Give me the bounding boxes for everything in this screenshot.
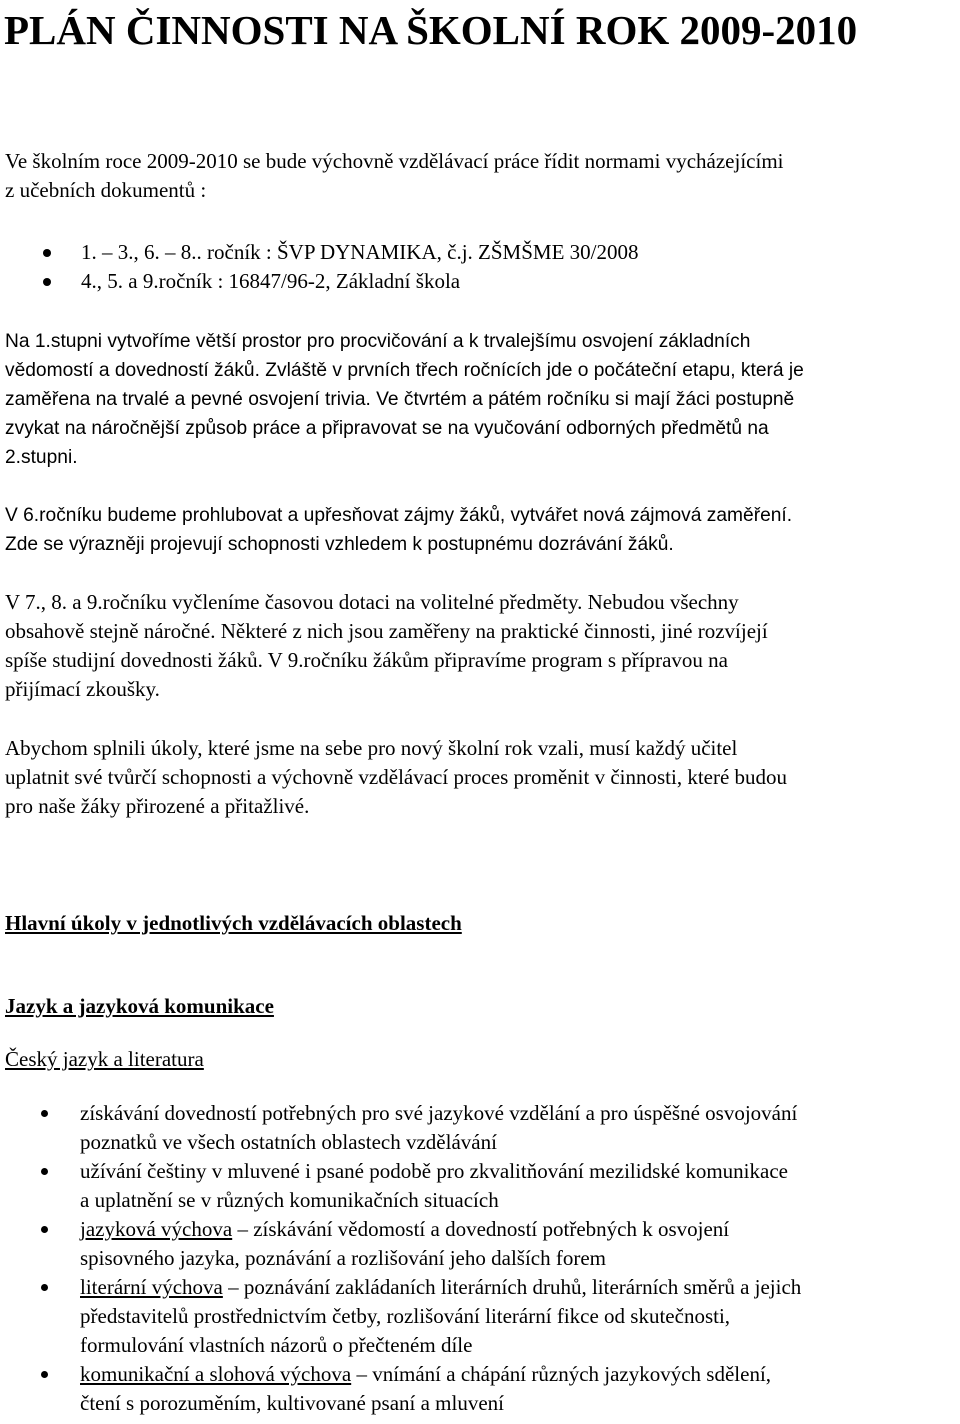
tasks-list — [5, 1099, 950, 1418]
paragraph-line: pro naše žáky přirozené a přitažlivé. — [5, 794, 310, 818]
bullet-icon — [43, 249, 51, 257]
paragraph-line: obsahově stejně náročné. Některé z nich jsou zaměřeny na praktické činnosti, jiné rozvíjejí — [5, 619, 768, 643]
bullet-icon — [41, 1371, 48, 1378]
program-text: 1. – 3., 6. – 8.. ročník : ŠVP DYNAMIKA, č.j. ZŠMŠME 30/2008 — [81, 240, 639, 264]
section-heading: Hlavní úkoly v jednotlivých vzdělávacích oblastech — [5, 911, 462, 935]
task-item — [5, 1157, 950, 1215]
paragraph-line: spíše studijní dovednosti žáků. V 9.ročníku žákům připravíme program s přípravou na — [5, 648, 729, 672]
paragraph-upper-grades — [5, 588, 950, 704]
bullet-icon — [41, 1110, 48, 1117]
paragraph-sixth-grade — [5, 501, 950, 559]
intro-line: z učebních dokumentů : — [5, 178, 207, 202]
paragraph-line: přijímací zkoušky. — [5, 677, 160, 701]
task-line: spisovného jazyka, poznávání a rozlišování jeho dalších forem — [80, 1246, 607, 1270]
task-lead: jazyková výchova — [80, 1217, 233, 1241]
paragraph-line: uplatnit své tvůrčí schopnosti a výchovně vzdělávací proces proměnit v činnosti, které budou — [5, 765, 788, 789]
paragraph-tasks — [5, 734, 950, 821]
paragraph-line: Na 1.stupni vytvoříme větší prostor pro procvičování a k trvalejšímu osvojení základních — [5, 331, 751, 352]
task-text: užívání češtiny v mluvené i psané podobě pro zkvalitňování mezilidské komunikace — [80, 1159, 788, 1183]
program-item — [5, 238, 950, 267]
bullet-icon — [41, 1226, 48, 1233]
task-line: čtení s porozuměním, kultivované psaní a mluvení — [80, 1391, 504, 1415]
task-text: – poznávání zakládaních literárních druhů, literárních směrů a jejich — [222, 1275, 802, 1299]
program-item — [5, 267, 950, 296]
bullet-icon — [43, 278, 51, 286]
task-text: získávání dovedností potřebných pro své jazykové vzdělání a pro úspěšné osvojování — [80, 1101, 798, 1125]
task-line: a uplatnění se v různých komunikačních situacích — [80, 1188, 499, 1212]
task-item — [5, 1215, 950, 1273]
task-item — [5, 1360, 950, 1418]
bullet-icon — [41, 1168, 48, 1175]
task-line: formulování vlastních názorů o přečteném díle — [80, 1333, 473, 1357]
paragraph-first-stage — [5, 327, 950, 472]
task-lead: komunikační a slohová výchova — [80, 1362, 352, 1386]
paragraph-line: V 6.ročníku budeme prohlubovat a upřesňovat zájmy žáků, vytvářet nová zájmová zaměření. — [5, 505, 793, 526]
paragraph-line: V 7., 8. a 9.ročníku vyčleníme časovou dotaci na volitelné předměty. Nebudou všechny — [5, 590, 739, 614]
intro-line: Ve školním roce 2009-2010 se bude výchovně vzdělávací práce řídit normami vycházejícími — [5, 149, 784, 173]
task-text: – získávání vědomostí a dovedností potřebných k osvojení — [232, 1217, 730, 1241]
document-title: PLÁN ČINNOSTI NA ŠKOLNÍ ROK 2009-2010 — [4, 7, 858, 53]
subject-heading: Český jazyk a literatura — [5, 1047, 204, 1071]
paragraph-line: Zde se výrazněji projevují schopnosti vzhledem k postupnému dozrávání žáků. — [5, 534, 674, 555]
programs-list — [5, 238, 950, 296]
program-text: 4., 5. a 9.ročník : 16847/96-2, Základní škola — [81, 269, 461, 293]
paragraph-line: vědomostí a dovedností žáků. Zvláště v prvních třech ročnících jde o počáteční etapu, která je — [5, 360, 804, 381]
intro-paragraph — [5, 147, 950, 205]
paragraph-line: zaměřena na trvalé a pevné osvojení trivia. Ve čtvrtém a pátém ročníku si mají žáci postupně — [5, 389, 795, 410]
paragraph-line: Abychom splnili úkoly, které jsme na sebe pro nový školní rok vzali, musí každý učitel — [5, 736, 738, 760]
paragraph-line: zvykat na náročnější způsob práce a připravovat se na vyučování odborných předmětů na — [5, 418, 769, 439]
bullet-icon — [41, 1284, 48, 1291]
task-line: představitelů prostřednictvím četby, rozlišování literární fikce od skutečnosti, — [80, 1304, 731, 1328]
task-lead: literární výchova — [80, 1275, 223, 1299]
area-heading: Jazyk a jazyková komunikace — [5, 994, 274, 1018]
paragraph-line: 2.stupni. — [5, 447, 78, 468]
task-item — [5, 1273, 950, 1360]
task-text: – vnímání a chápání různých jazykových sdělení, — [351, 1362, 772, 1386]
task-line: poznatků ve všech ostatních oblastech vzdělávání — [80, 1130, 497, 1154]
task-item — [5, 1099, 950, 1157]
